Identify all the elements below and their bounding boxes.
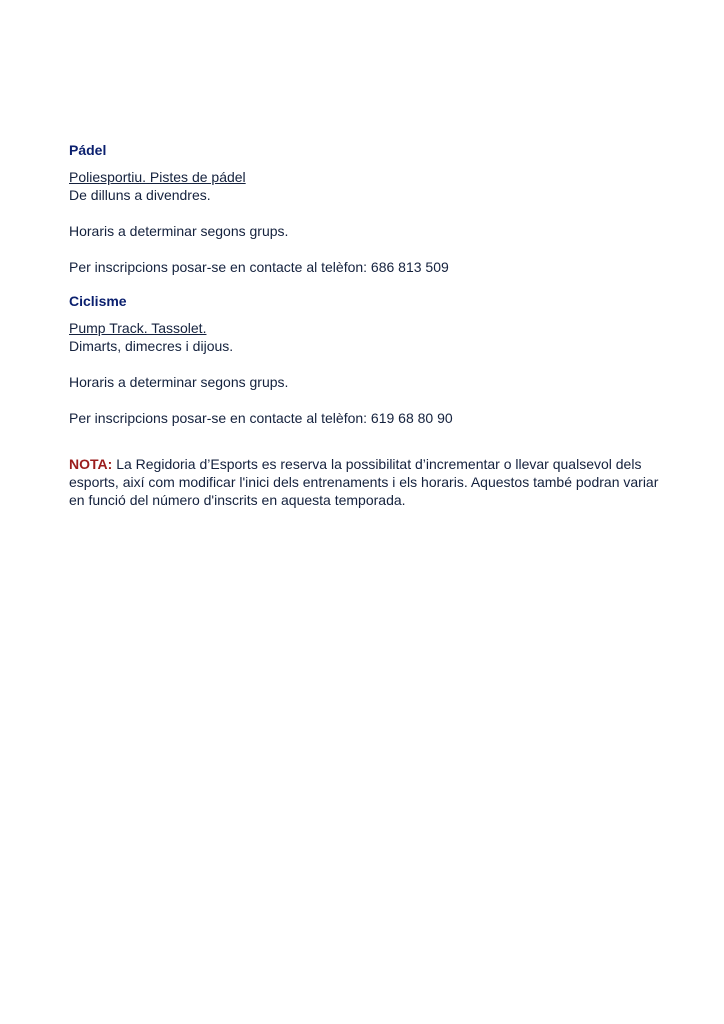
document-content	[69, 141, 669, 509]
days-text: Dimarts, dimecres i dijous.	[69, 338, 234, 354]
note-text: La Regidoria d’Esports es reserva la possibilitat d’incrementar o llevar qualsevol dels esports, així com modificar l'inici dels entrenaments i els horaris. Aquestos també podran variar en funció del número d'inscrits en aquesta temporada.	[69, 456, 659, 508]
contact-text: Per inscripcions posar-se en contacte al telèfon: 619 68 80 90	[69, 410, 453, 426]
note-paragraph	[69, 455, 669, 509]
location-text: Poliesportiu. Pistes de pádel	[69, 169, 246, 185]
days-text: De dilluns a divendres.	[69, 187, 211, 203]
location-text: Pump Track. Tassolet.	[69, 320, 207, 336]
spacer	[69, 355, 669, 373]
spacer	[69, 391, 669, 409]
spacer	[69, 204, 669, 222]
spacer	[69, 240, 669, 258]
contact-text: Per inscripcions posar-se en contacte al telèfon: 686 813 509	[69, 259, 449, 275]
schedule-text: Horaris a determinar segons grups.	[69, 223, 289, 239]
schedule-text: Horaris a determinar segons grups.	[69, 374, 289, 390]
section-padel	[69, 141, 669, 276]
section-title: Ciclisme	[69, 293, 127, 309]
note-label: NOTA:	[69, 456, 113, 472]
section-ciclisme	[69, 292, 669, 427]
section-title: Pádel	[69, 142, 107, 158]
